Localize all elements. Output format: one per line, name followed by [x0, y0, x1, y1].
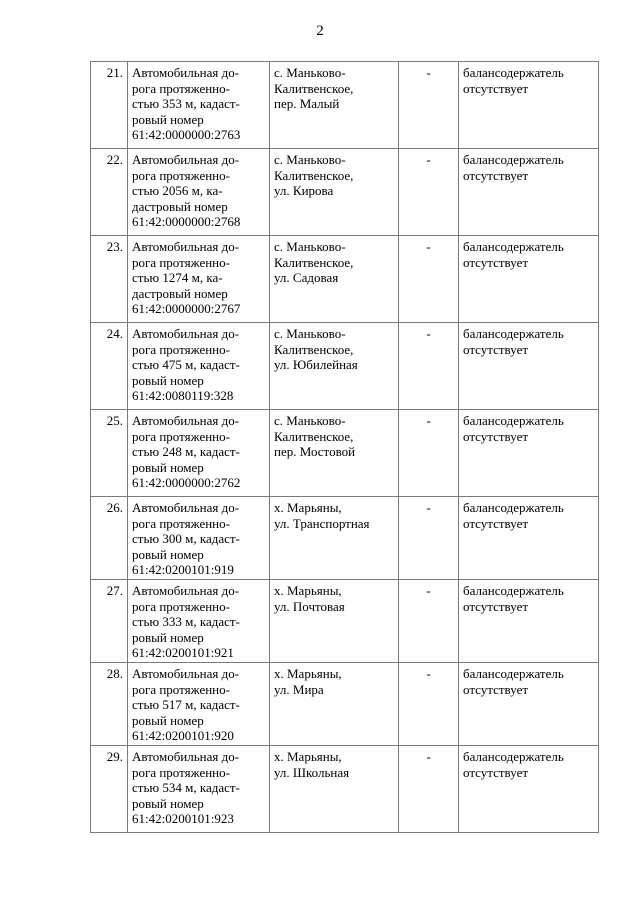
empty-value-cell — [399, 663, 459, 746]
row-number: 23. — [106, 239, 123, 254]
empty-value-dash: - — [426, 65, 431, 80]
table-row — [91, 663, 599, 746]
row-number-cell — [91, 323, 128, 410]
table-row — [91, 410, 599, 497]
object-name-line: Автомобильная до- — [132, 583, 240, 598]
address-cell — [270, 410, 399, 497]
object-name-cell — [128, 236, 270, 323]
empty-value-cell — [399, 497, 459, 580]
row-number: 21. — [106, 65, 123, 80]
empty-value-dash: - — [426, 583, 431, 598]
row-number: 27. — [106, 583, 123, 598]
address-line: Калитвенское, — [274, 428, 354, 444]
row-number: 24. — [106, 326, 123, 341]
object-name-line: 61:42:0200101:920 — [132, 728, 234, 743]
balance-holder-line: балансодержатель — [463, 413, 564, 428]
object-name-line: Автомобильная до- — [132, 749, 240, 764]
balance-holder-line: отсутствует — [463, 428, 529, 444]
empty-value-dash: - — [426, 666, 431, 681]
empty-value-cell — [399, 323, 459, 410]
empty-value-dash: - — [426, 749, 431, 764]
object-name-line: рога протяженно- — [132, 428, 230, 444]
address-line: х. Марьяны, — [274, 666, 342, 681]
object-name-line: 61:42:0000000:2767 — [132, 301, 241, 316]
balance-holder-cell — [459, 580, 599, 663]
address-line: ул. Почтовая — [274, 598, 345, 614]
empty-value-cell — [399, 410, 459, 497]
empty-value-cell — [399, 149, 459, 236]
object-name-line: дастровый номер — [132, 198, 228, 214]
balance-holder-line: балансодержатель — [463, 749, 564, 764]
address-cell — [270, 497, 399, 580]
balance-holder-line: балансодержатель — [463, 666, 564, 681]
balance-holder-line: балансодержатель — [463, 583, 564, 598]
table-body — [91, 62, 599, 833]
row-number-cell — [91, 580, 128, 663]
address-line: ул. Садовая — [274, 270, 339, 285]
object-name-line: стью 333 м, кадаст- — [132, 614, 240, 629]
object-name-line: рога протяженно- — [132, 764, 230, 780]
address-cell — [270, 663, 399, 746]
row-number: 22. — [106, 152, 123, 167]
object-name-line: стью 534 м, кадаст- — [132, 780, 240, 795]
balance-holder-cell — [459, 497, 599, 580]
object-name-line: стью 300 м, кадаст- — [132, 531, 240, 546]
address-cell — [270, 323, 399, 410]
address-line: х. Марьяны, — [274, 583, 342, 598]
balance-holder-line: балансодержатель — [463, 326, 564, 341]
row-number-cell — [91, 663, 128, 746]
object-name-line: стью 248 м, кадаст- — [132, 444, 240, 459]
balance-holder-line: отсутствует — [463, 341, 529, 357]
object-name-cell — [128, 497, 270, 580]
address-line: х. Марьяны, — [274, 749, 342, 764]
address-line: с. Маньково- — [274, 152, 346, 167]
address-line: с. Маньково- — [274, 65, 346, 80]
object-name-line: 61:42:0000000:2762 — [132, 475, 241, 490]
balance-holder-cell — [459, 746, 599, 833]
address-line: Калитвенское, — [274, 341, 354, 357]
balance-holder-line: балансодержатель — [463, 152, 564, 167]
address-line: пер. Мостовой — [274, 444, 356, 459]
row-number: 26. — [106, 500, 123, 515]
object-name-line: Автомобильная до- — [132, 500, 240, 515]
address-line: х. Марьяны, — [274, 500, 342, 515]
object-name-line: стью 353 м, кадаст- — [132, 96, 240, 111]
empty-value-cell — [399, 62, 459, 149]
address-line: Калитвенское, — [274, 254, 354, 270]
row-number-cell — [91, 236, 128, 323]
balance-holder-line: отсутствует — [463, 764, 529, 780]
row-number-cell — [91, 149, 128, 236]
object-name-line: Автомобильная до- — [132, 326, 240, 341]
empty-value-dash: - — [426, 413, 431, 428]
address-line: с. Маньково- — [274, 326, 346, 341]
object-name-line: Автомобильная до- — [132, 239, 240, 254]
balance-holder-line: отсутствует — [463, 254, 529, 270]
object-name-cell — [128, 323, 270, 410]
object-name-line: 61:42:0080119:328 — [132, 388, 234, 403]
object-name-line: 61:42:0200101:923 — [132, 811, 234, 826]
address-cell — [270, 746, 399, 833]
balance-holder-cell — [459, 236, 599, 323]
object-name-line: рога протяженно- — [132, 254, 230, 270]
address-cell — [270, 236, 399, 323]
object-name-line: рога протяженно- — [132, 515, 230, 531]
object-name-line: ровый номер — [132, 546, 204, 562]
address-line: Калитвенское, — [274, 80, 354, 96]
page-number: 2 — [316, 23, 324, 39]
object-name-line: Автомобильная до- — [132, 666, 240, 681]
object-name-cell — [128, 149, 270, 236]
address-cell — [270, 62, 399, 149]
object-name-cell — [128, 580, 270, 663]
empty-value-cell — [399, 580, 459, 663]
empty-value-dash: - — [426, 500, 431, 515]
object-name-line: рога протяженно- — [132, 80, 230, 96]
row-number-cell — [91, 497, 128, 580]
row-number: 25. — [106, 413, 123, 428]
road-registry-table — [90, 61, 599, 833]
balance-holder-line: балансодержатель — [463, 239, 564, 254]
balance-holder-line: балансодержатель — [463, 65, 564, 80]
object-name-line: Автомобильная до- — [132, 65, 240, 80]
object-name-line: ровый номер — [132, 372, 204, 388]
object-name-line: стью 1274 м, ка- — [132, 270, 223, 285]
row-number: 29. — [106, 749, 123, 764]
balance-holder-line: отсутствует — [463, 681, 529, 697]
row-number-cell — [91, 410, 128, 497]
object-name-line: ровый номер — [132, 629, 204, 645]
balance-holder-line: отсутствует — [463, 598, 529, 614]
object-name-line: дастровый номер — [132, 285, 228, 301]
address-line: пер. Малый — [274, 96, 340, 111]
table-row — [91, 62, 599, 149]
empty-value-cell — [399, 236, 459, 323]
address-line: Калитвенское, — [274, 167, 354, 183]
object-name-cell — [128, 746, 270, 833]
address-cell — [270, 580, 399, 663]
address-line: ул. Мира — [274, 681, 324, 697]
address-line: с. Маньково- — [274, 413, 346, 428]
balance-holder-line: отсутствует — [463, 80, 529, 96]
balance-holder-line: отсутствует — [463, 167, 529, 183]
address-cell — [270, 149, 399, 236]
empty-value-dash: - — [426, 152, 431, 167]
address-line: ул. Кирова — [274, 183, 334, 198]
object-name-line: стью 2056 м, ка- — [132, 183, 223, 198]
object-name-line: ровый номер — [132, 712, 204, 728]
object-name-line: 61:42:0200101:921 — [132, 645, 234, 660]
balance-holder-cell — [459, 149, 599, 236]
object-name-line: ровый номер — [132, 459, 204, 475]
empty-value-cell — [399, 746, 459, 833]
empty-value-dash: - — [426, 239, 431, 254]
balance-holder-cell — [459, 410, 599, 497]
table-row — [91, 580, 599, 663]
object-name-line: 61:42:0000000:2768 — [132, 214, 241, 229]
object-name-line: рога протяженно- — [132, 598, 230, 614]
table-row — [91, 746, 599, 833]
balance-holder-line: отсутствует — [463, 515, 529, 531]
object-name-cell — [128, 62, 270, 149]
object-name-line: рога протяженно- — [132, 167, 230, 183]
object-name-line: 61:42:0000000:2763 — [132, 127, 241, 142]
object-name-line: рога протяженно- — [132, 341, 230, 357]
object-name-cell — [128, 410, 270, 497]
balance-holder-cell — [459, 323, 599, 410]
object-name-line: ровый номер — [132, 111, 204, 127]
object-name-line: Автомобильная до- — [132, 413, 240, 428]
table-row — [91, 323, 599, 410]
table-row — [91, 497, 599, 580]
balance-holder-cell — [459, 62, 599, 149]
row-number-cell — [91, 62, 128, 149]
address-line: с. Маньково- — [274, 239, 346, 254]
row-number-cell — [91, 746, 128, 833]
object-name-cell — [128, 663, 270, 746]
table-row — [91, 236, 599, 323]
object-name-line: ровый номер — [132, 795, 204, 811]
object-name-line: 61:42:0200101:919 — [132, 562, 234, 577]
object-name-line: стью 475 м, кадаст- — [132, 357, 240, 372]
empty-value-dash: - — [426, 326, 431, 341]
address-line: ул. Школьная — [274, 764, 350, 780]
object-name-line: Автомобильная до- — [132, 152, 240, 167]
object-name-line: стью 517 м, кадаст- — [132, 697, 240, 712]
balance-holder-line: балансодержатель — [463, 500, 564, 515]
balance-holder-cell — [459, 663, 599, 746]
object-name-line: рога протяженно- — [132, 681, 230, 697]
row-number: 28. — [106, 666, 123, 681]
table-row — [91, 149, 599, 236]
address-line: ул. Юбилейная — [274, 357, 358, 372]
address-line: ул. Транспортная — [274, 515, 370, 531]
